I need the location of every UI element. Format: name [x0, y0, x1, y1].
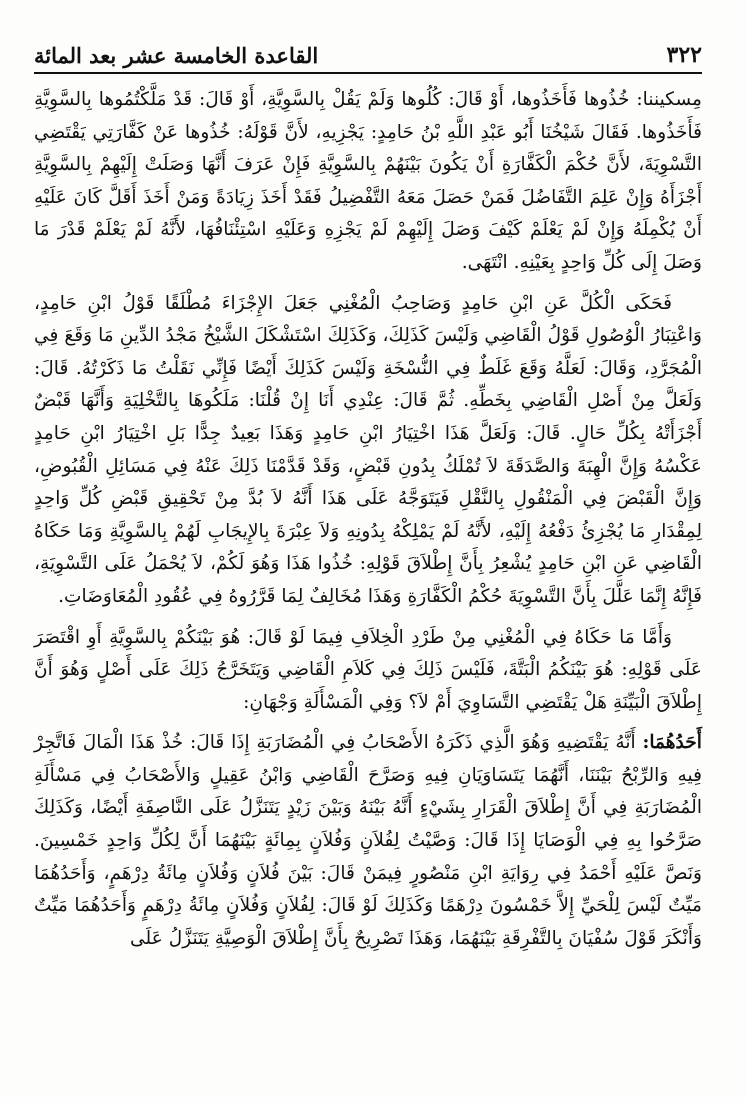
- paragraph-1: [34, 84, 702, 280]
- paragraph-4: [34, 727, 702, 955]
- paragraph-lead: أَحَدُهُمَا:: [642, 732, 702, 754]
- running-header: [34, 34, 702, 74]
- paragraph-text: وَأَمَّا مَا حَكَاهُ فِي الْمُغْنِي مِنْ طَرْدِ الْخِلاَفِ فِيمَا لَوْ قَالَ: هُوَ بَيْنَكُمْ بِالسَّوِيَّةِ أَوِ اقْتَصَرَ عَلَى قَوْلِهِ: هُوَ بَيْنَكُمُ الْبَتَّةَ، فَلَيْسَ ذَلِكَ فِي كَلاَمِ الْقَاضِي وَيَتَخَرَّجُ ذَلِكَ عَلَى أَصْلٍ وَهُوَ أَنَّ إِطْلاَقَ الْبَيِّنَةِ هَلْ يَقْتَضِي التَّسَاوِيَ أَمْ لاَ؟ وَفِي الْمَسْأَلَةِ وَجْهَانِ:: [34, 626, 702, 713]
- paragraph-text: فَحَكَى الْكُلَّ عَنِ ابْنِ حَامِدٍ وَصَاحِبُ الْمُغْنِي جَعَلَ الإِجْزَاءَ مُطْلَقًا قَوْلُ ابْنِ حَامِدٍ، وَاعْتِبَارُ الْوُصُولِ قَوْلُ الْقَاضِي وَلَيْسَ كَذَلِكَ، وَكَذَلِكَ اسْتَشْكَلَ الشَّيْخُ مَجْدُ الدِّينِ مَا وَقَعَ فِي الْمُجَرَّدِ، وَقَالَ: لَعَلَّهُ وَقَعَ غَلَطٌ فِي النُّسْخَةِ وَلَيْسَ كَذَلِكَ أَيْضًا فَإِنِّي نَقَلْتُ مَا ذَكَرْتُهُ. قَالَ: وَلَعَلَّ مِنْ أَصْلِ الْقَاضِي بِخَطِّهِ. ثُمَّ قَالَ: عِنْدِي أَنَا إِنْ قُلْنَا: مَلَكُوهَا بِالتَّخْلِيَةِ وَأَنَّهَا قَبْضٌ أَجْزَأَتْهُ بِكُلِّ حَالٍ. قَالَ: وَلَعَلَّ هَذَا اخْتِيَارُ ابْنِ حَامِدٍ وَهَذَا بَعِيدٌ جِدًّا بَلِ اخْتِيَارُ ابْنِ حَامِدٍ عَكْسُهُ وَإِنَّ الْهِبَةَ وَالصَّدَقَةَ لاَ تُمْلَكُ بِدُونِ قَبْضٍ، وَقَدْ قَدَّمْنَا ذَلِكَ عَنْهُ فِي مَسَائِلِ الْقُبُوضِ، وَإِنَّ الْقَبْضَ فِي الْمَنْقُولِ بِالنَّقْلِ فَيَتَوَجَّهُ عَلَى هَذَا أَنَّهُ لاَ بُدَّ مِنْ تَحْقِيقِ قَبْضِ كُلِّ وَاحِدٍ لِمِقْدَارِ مَا يُجْزِئُ دَفْعُهُ إِلَيْهِ، لأَنَّهُ لَمْ يَمْلِكْهُ بِدُونِهِ وَلاَ عِبْرَةَ بِالإِيجَابِ لَهُمْ بِالسَّوِيَّةِ وَمَا حَكَاهُ الْقَاضِي عَنِ ابْنِ حَامِدٍ يُشْعِرُ بِأَنَّ إِطْلاَقَ قَوْلِهِ: خُذُوا هَذَا وَهُوَ لَكُمْ، لاَ يُحْمَلُ عَلَى التَّسْوِيَةِ، فَإِنَّهُ إِنَّمَا عَلَّلَ بِأَنَّ التَّسْوِيَةَ حُكْمُ الْكَفَّارَةِ وَهَذَا مُخَالِفٌ لِمَا قَرَّرُوهُ فِي عُقُودِ الْمُعَاوَضَاتِ.: [34, 292, 702, 607]
- chapter-title: القاعدة الخامسة عشر بعد المائة: [34, 43, 319, 68]
- paragraph-2: [34, 288, 702, 614]
- paragraph-text: مِسكيننا: خُذُوها فَأَخَذُوها، أَوْ قَالَ: كُلُوها وَلَمْ يَقُلْ بِالسَّوِيَّةِ، أَوْ قَالَ: قَدْ مَلَّكْتُمُوها بِالسَّوِيَّةِ فَأَخَذُوها. فَقَالَ شَيْخُنَا أَبُو عَبْدِ اللَّهِ بْنُ حَامِدٍ: يَجْزِيهِ، لأَنَّ قَوْلَهُ: خُذُوها عَنْ كَفَّارَتِي يَقْتَضِي التَّسْوِيَةَ، لأَنَّ حُكْمَ الْكَفَّارَةِ أَنْ يَكُونَ بَيْنَهُمْ بِالسَّوِيَّةِ فَإِنْ عَرَفَ أَنَّهَا وَصَلَتْ إِلَيْهِمْ بِالسَّوِيَّةِ أَجْزَأَهُ وَإِنْ عَلِمَ التَّفَاضُلَ فَمَنْ حَصَلَ مَعَهُ التَّفْضِيلُ فَقَدْ أَخَذَ زِيَادَةً وَمَنْ أَخَذَ أَقَلَّ كَانَ عَلَيْهِ أَنْ يُكْمِلَهُ وَإِنْ لَمْ يَعْلَمْ كَيْفَ وَصَلَ إِلَيْهِمْ لَمْ يَجْزِهِ وَعَلَيْهِ اسْتِئْنَافُهَا، لأَنَّهُ لَمْ يَعْلَمْ قَدْرَ مَا وَصَلَ إِلَى كُلِّ وَاحِدٍ بِعَيْنِهِ. انْتَهَى.: [34, 89, 702, 273]
- page-number: ٣٢٢: [666, 42, 702, 68]
- paragraph-3: [34, 622, 702, 720]
- paragraph-text: أَنَّهُ يَقْتَضِيهِ وَهُوَ الَّذِي ذَكَرَهُ الأَصْحَابُ فِي الْمُضَارَبَةِ إِذَا قَالَ: خُذْ هَذَا الْمَالَ فَاتَّجِرْ فِيهِ وَالرِّبْحُ بَيْنَنَا، أَنَّهُمَا يَتَسَاوَيَانِ فِيهِ وَصَرَّحَ الْقَاضِي وَابْنُ عَقِيلٍ وَالأَصْحَابُ فِي مَسْأَلَةِ الْمُضَارَبَةِ فِي أَنَّ إِطْلاَقَ الْقَرَارِ بِشَيْءٍ أَنَّهُ بَيْنَهُ وَبَيْنَ زَيْدٍ يَتَنَزَّلُ عَلَى النَّاصِفَةِ أَيْضًا، وَكَذَلِكَ صَرَّحُوا بِهِ فِي الْوَصَايَا إِذَا قَالَ: وَصَّيْتُ لِفُلاَنٍ وَفُلاَنٍ بِمِائَةٍ بَيْنَهُمَا أَنَّ لِكُلِّ وَاحِدٍ خَمْسِينَ. وَنَصَّ عَلَيْهِ أَحْمَدُ فِي رِوَايَةِ ابْنِ مَنْصُورٍ فِيمَنْ قَالَ: بَيْنَ فُلاَنٍ وَفُلاَنٍ مِائَةُ دِرْهَمٍ، وَأَحَدُهُمَا مَيِّتٌ لَيْسَ لِلْحَيِّ إِلاَّ خَمْسُونَ دِرْهَمًا وَكَذَلِكَ لَوْ قَالَ: لِفُلاَنٍ وَفُلاَنٍ مِائَةُ دِرْهَمٍ وَأَحَدُهُمَا مَيِّتٌ وَأَنْكَرَ قَوْلَ سُفْيَانَ بِالتَّفْرِقَةِ بَيْنَهُمَا، وَهَذَا تَصْرِيحٌ بِأَنَّ إِطْلاَقَ الْوَصِيَّةِ يَتَنَزَّلُ عَلَى: [34, 732, 702, 949]
- body-text: [34, 84, 702, 955]
